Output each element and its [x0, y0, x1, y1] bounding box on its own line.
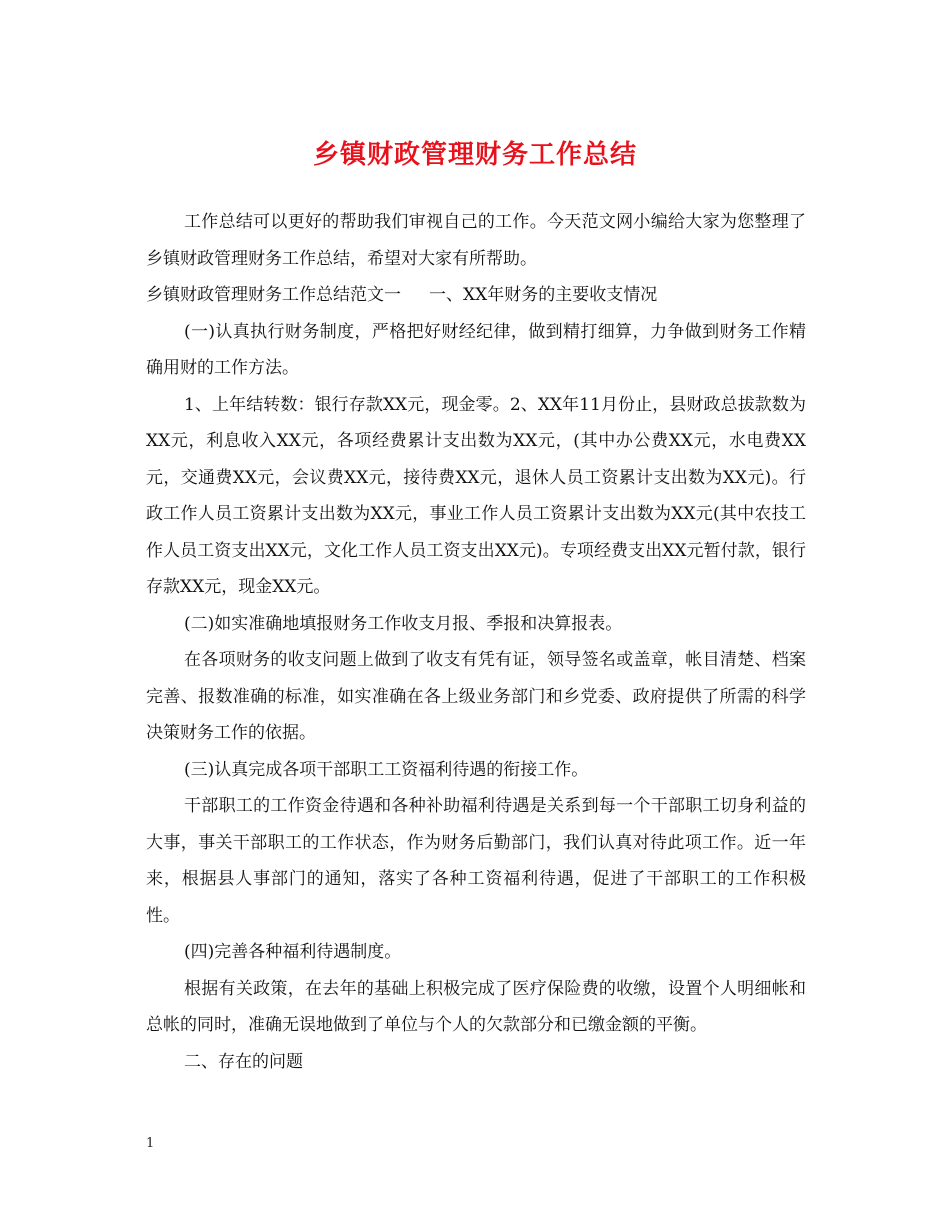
paragraph-1: (一)认真执行财务制度，严格把好财经纪律，做到精打细算，力争做到财务工作精确用财的工作方法。 [146, 321, 806, 378]
paragraph-2: 1、上年结转数：银行存款XX元，现金零。2、XX年11月份止，县财政总拔款数为XX元，利息收入XX元，各项经费累计支出数为XX元，(其中办公费XX元，水电费XX元，交通费XX元，会议费XX元，接待费XX元，退休人员工资累计支出数为XX元)。行政工作人员工资累计支出数为XX元，事业工作人员工资累计支出数为XX元(其中农技工作人员工资支出XX元，文化工作人员工资支出XX元)。专项经费支出XX元暂付款，银行存款XX元，现金XX元。 [146, 394, 806, 597]
paragraph-5: (三)认真完成各项干部职工工资福利待遇的衔接工作。 [184, 759, 589, 780]
page-number: 1 [146, 1136, 155, 1151]
paragraph-9: 二、存在的问题 [184, 1051, 303, 1072]
sample-title: 乡镇财政管理财务工作总结范文一 [146, 285, 401, 305]
section-heading-line [146, 277, 806, 314]
paragraph-7: (四)完善各种福利待遇制度。 [184, 942, 402, 962]
paragraph-8: 根据有关政策，在去年的基础上积极完成了医疗保险费的收缴，设置个人明细帐和总帐的同时，准确无误地做到了单位与个人的欠款部分和已缴金额的平衡。 [146, 978, 806, 1035]
document-title: 乡镇财政管理财务工作总结 [312, 140, 637, 170]
intro-paragraph: 工作总结可以更好的帮助我们审视自己的工作。今天范文网小编给大家为您整理了乡镇财政管理财务工作总结，希望对大家有所帮助。 [146, 212, 806, 269]
paragraph-6: 干部职工的工作资金待遇和各种补助福利待遇是关系到每一个干部职工切身利益的大事，事关干部职工的工作状态，作为财务后勤部门，我们认真对待此项工作。近一年来，根据县人事部门的通知，落实了各种工资福利待遇，促进了干部职工的工作积极性。 [146, 796, 806, 926]
paragraph-3: (二)如实准确地填报财务工作收支月报、季报和决算报表。 [184, 613, 623, 634]
section-heading: 一、XX年财务的主要收支情况 [429, 285, 658, 305]
document-body [146, 204, 806, 1080]
paragraph-4: 在各项财务的收支问题上做到了收支有凭有证，领导签名或盖章，帐目清楚、档案完善、报数准确的标准，如实准确在各上级业务部门和乡党委、政府提供了所需的科学决策财务工作的依据。 [146, 650, 806, 743]
